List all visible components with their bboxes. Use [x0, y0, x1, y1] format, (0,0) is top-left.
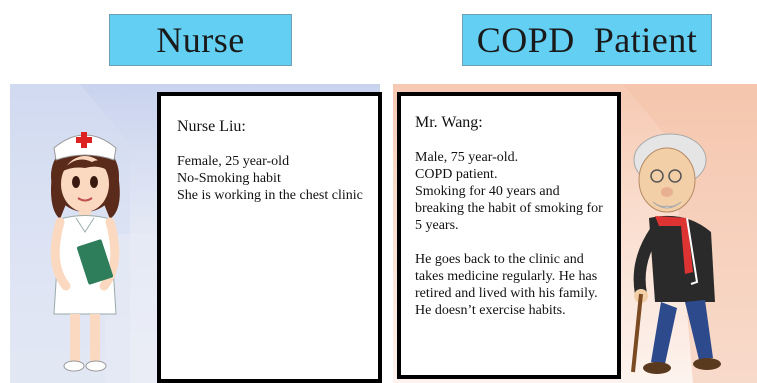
nurse-name: Nurse Liu: — [177, 118, 246, 135]
patient-title — [462, 14, 712, 66]
patient-name: Mr. Wang: — [415, 114, 483, 131]
nurse-smoking: No-Smoking habit — [177, 171, 281, 186]
nurse-title — [109, 14, 292, 66]
elderly-man-icon — [615, 122, 755, 382]
patient-title-text: COPD Patient — [476, 20, 698, 60]
patient-lifestyle: He goes back to the clinic and takes medicine regularly. He has retired and lived with his family. He doesn’t exercise habits. — [415, 252, 598, 318]
nurse-workplace: She is working in the chest clinic — [177, 188, 363, 203]
patient-info-card — [397, 92, 621, 379]
nurse-info-card — [157, 92, 382, 383]
nurse-title-text: Nurse — [156, 20, 245, 60]
patient-diagnosis: COPD patient. — [415, 167, 498, 182]
patient-smoking-history: Smoking for 40 years and breaking the habit of smoking for 5 years. — [415, 184, 603, 233]
nurse-icon — [30, 114, 140, 379]
patient-gender-age: Male, 75 year-old. — [415, 150, 519, 165]
nurse-gender-age: Female, 25 year-old — [177, 154, 290, 169]
